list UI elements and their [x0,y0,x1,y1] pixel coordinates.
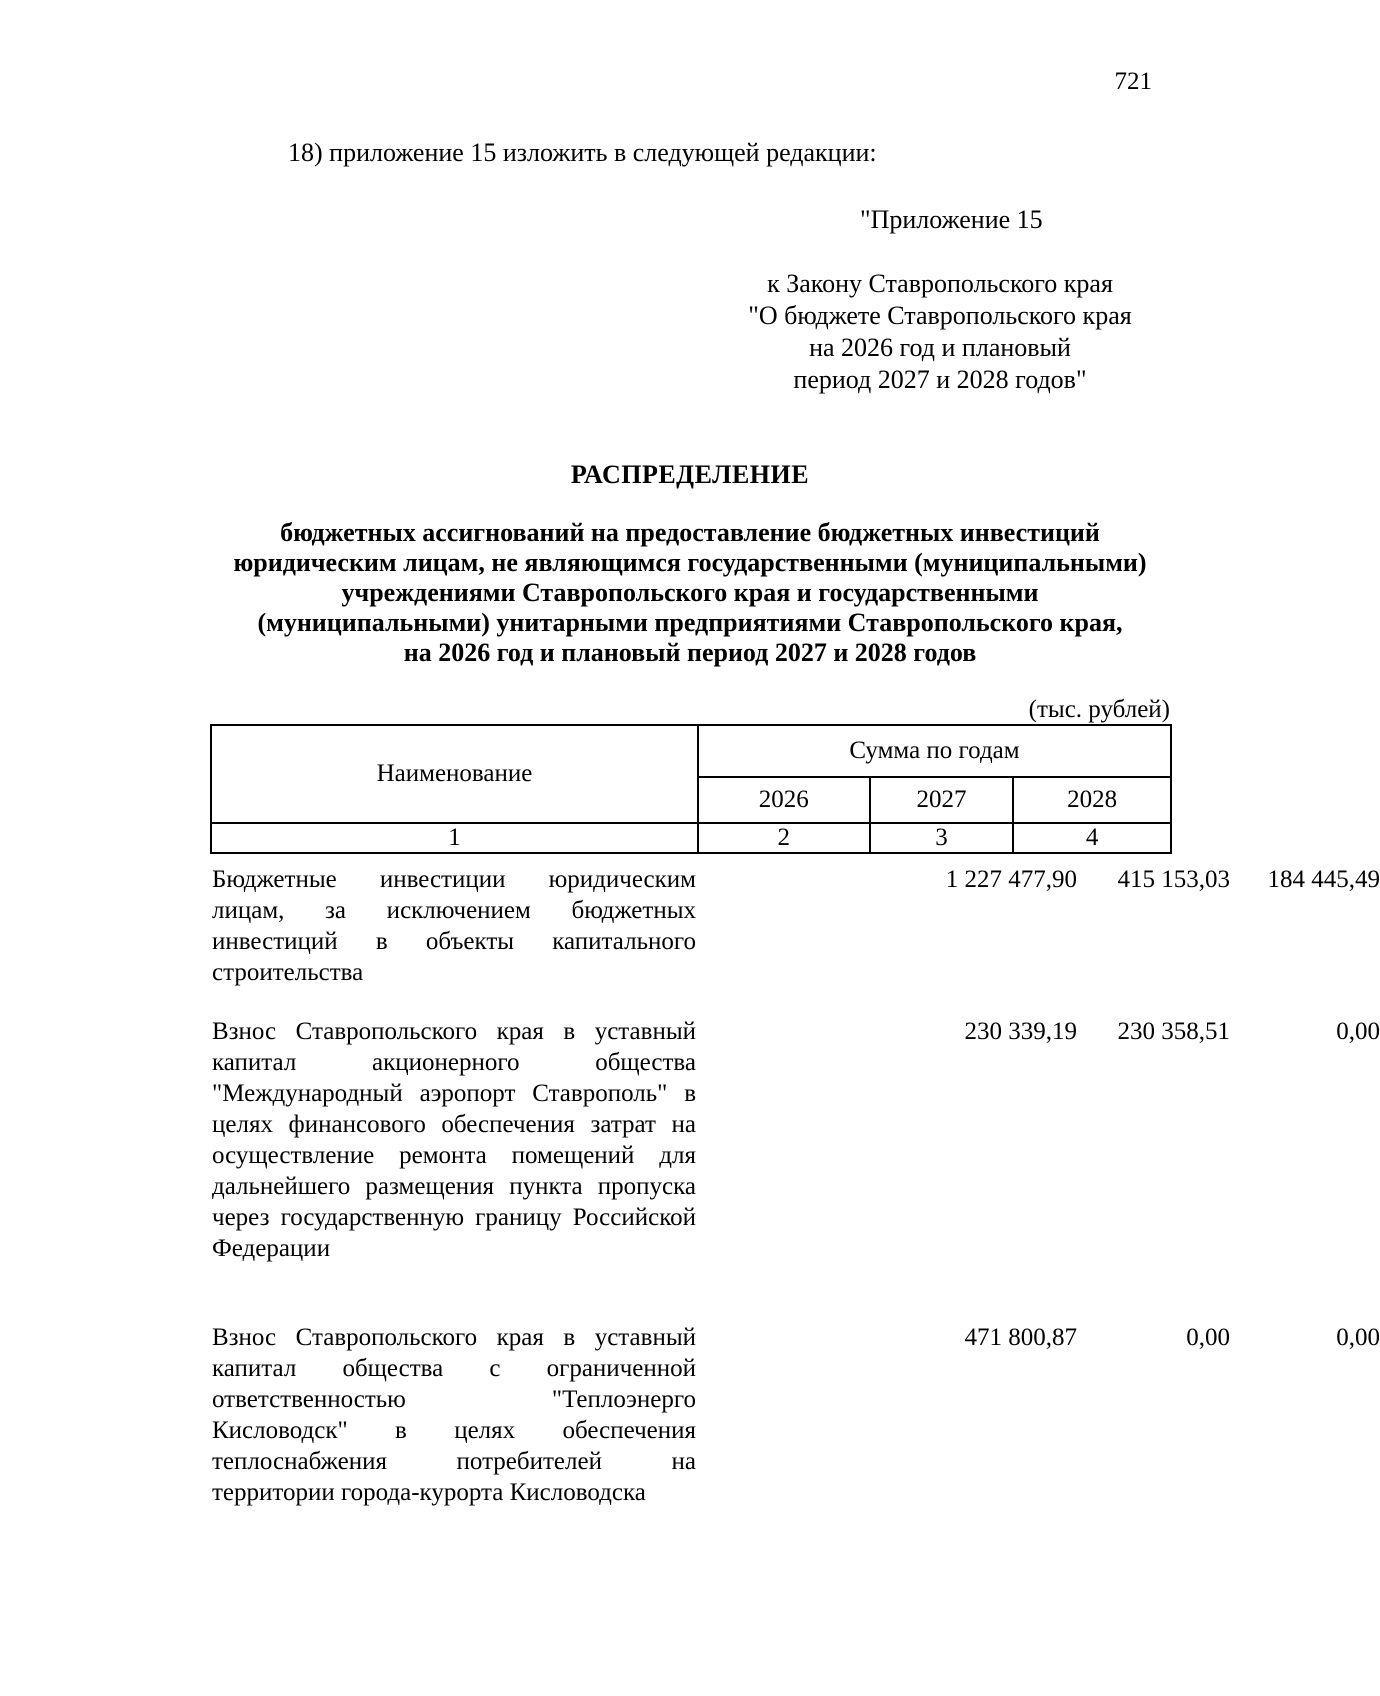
law-reference [700,268,1180,396]
column-header-year: 2028 [1013,777,1171,823]
column-header-year: 2027 [870,777,1014,823]
document-subtitle [200,518,1180,668]
column-number: 4 [1013,823,1171,853]
row-value-2026: 230 339,19 [964,1018,1077,1045]
row-value-2028: 0,00 [1336,1324,1380,1351]
intro-text: 18) приложение 15 изложить в следующей редакции: [288,138,877,167]
law-ref-line: к Закону Ставропольского края [767,269,1113,298]
row-value-2026: 1 227 477,90 [945,866,1077,893]
column-header-name: Наименование [211,725,698,823]
row-name: Бюджетные инвестиции юридическим лицам, за исключением бюджетных инвестиций в объекты капитального строительства [212,866,696,986]
units-label: (тыс. рублей) [1028,696,1170,723]
subtitle-line: на 2026 год и плановый период 2027 и 2028 годов [403,638,977,667]
document-title: РАСПРЕДЕЛЕНИЕ [570,460,810,489]
law-ref-line: на 2026 год и плановый [809,333,1071,362]
subtitle-line: учреждениями Ставропольского края и государственными [341,578,1039,607]
row-name: Взнос Ставропольского края в уставный капитал общества с ограниченной ответственностью "Теплоэнерго Кисловодск" в целях обеспечения теплоснабжения потребителей на территории города-курорта Кисловодска [212,1324,696,1506]
row-value-2028: 184 445,49 [1267,866,1380,893]
subtitle-line: бюджетных ассигнований на предоставление бюджетных инвестиций [280,518,1100,547]
row-value-2026: 471 800,87 [964,1324,1077,1351]
table-header [210,724,1172,854]
row-value-2027: 415 153,03 [1117,866,1230,893]
law-ref-line: период 2027 и 2028 годов" [793,365,1087,394]
column-header-year: 2026 [698,777,870,823]
column-number: 2 [698,823,870,853]
row-value-2028: 0,00 [1336,1018,1380,1045]
column-header-sum-by-years: Сумма по годам [698,725,1171,777]
row-name: Взнос Ставропольского края в уставный капитал акционерного общества "Международный аэропорт Ставрополь" в целях финансового обеспечения затрат на осуществление ремонта помещений для дальнейшего размещения пункта пропуска через государственную границу Российской Федерации [212,1018,696,1262]
subtitle-line: (муниципальными) унитарными предприятиями Ставропольского края, [257,608,1123,637]
column-number: 3 [870,823,1014,853]
row-value-2027: 0,00 [1186,1324,1230,1351]
law-ref-line: "О бюджете Ставропольского края [748,301,1132,330]
subtitle-line: юридическим лицам, не являющимся государственными (муниципальными) [233,548,1147,577]
appendix-label: "Приложение 15 [860,205,1043,234]
page-number: 721 [1114,68,1152,95]
row-value-2027: 230 358,51 [1117,1018,1230,1045]
column-number: 1 [211,823,698,853]
